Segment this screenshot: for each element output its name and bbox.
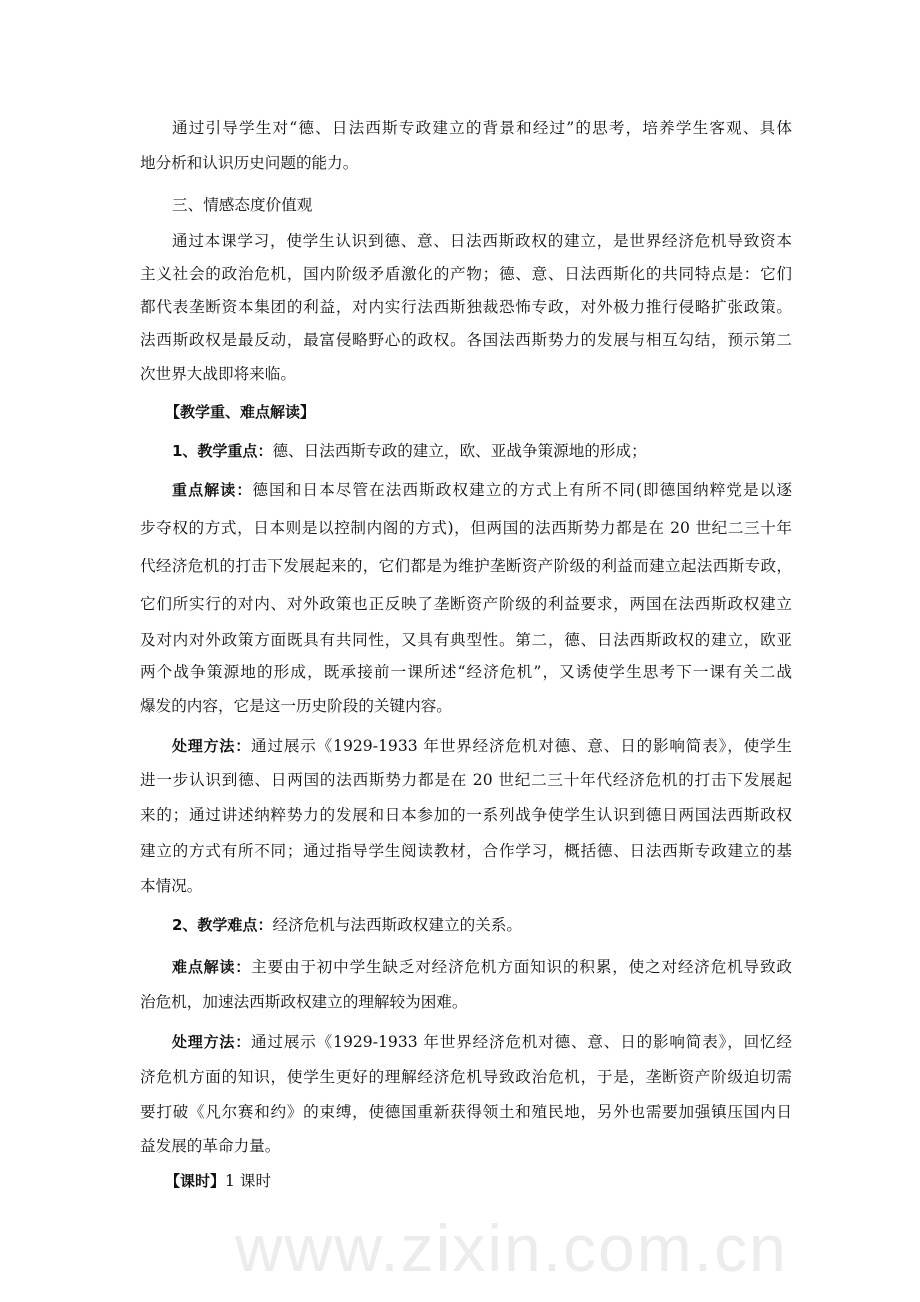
text-line [140, 805, 792, 825]
text-line [140, 556, 792, 576]
line-text: 益发展的革命力量。 [140, 1137, 281, 1155]
text-line [172, 441, 792, 461]
line-text: 通过展示《1929-1933 年世界经济危机对德、意、日的影响简表》，使学生 [251, 737, 792, 755]
line-text: 通过展示《1929-1933 年世界经济危机对德、意、日的影响简表》，回忆经 [251, 1033, 792, 1051]
line-text: 三、情感态度价值观 [172, 196, 313, 214]
text-line [172, 118, 792, 138]
text-line [140, 264, 792, 284]
text-line [140, 594, 792, 614]
line-text: 地分析和认识历史问题的能力。 [140, 154, 359, 172]
line-text: 1 课时 [225, 1172, 272, 1190]
line-text: 次世界大战即将来临。 [140, 365, 296, 383]
line-text: 法西斯政权是最反动，最富侵略野心的政权。各国法西斯势力的发展与相互勾结，预示第二 [140, 331, 792, 349]
line-text: 济危机方面的知识，使学生更好的理解经济危机导致政治危机，于是，垄断资产阶级迫切需 [140, 1068, 792, 1086]
line-text: 主要由于初中学生缺乏对经济危机方面知识的积累，使之对经济危机导致政 [251, 958, 792, 976]
bold-label: 难点解读： [172, 958, 252, 976]
text-line [140, 153, 792, 173]
line-text: 建立的方式有所不同；通过指导学生阅读教材，合作学习，概括德、日法西斯专政建立的基 [140, 842, 792, 860]
watermark: www.zixin.com.cn [235, 1211, 788, 1285]
section-heading [165, 1171, 817, 1191]
text-line [140, 518, 792, 538]
text-line [172, 231, 792, 251]
text-line [140, 992, 792, 1012]
text-line [140, 662, 792, 682]
text-line [140, 876, 792, 896]
bold-label: 处理方法： [172, 737, 252, 755]
bold-label: 【教学重、难点解读】 [165, 403, 316, 421]
line-text: 德国和日本尽管在法西斯政权建立的方式上有所不同(即德国纳粹党是以逐 [252, 481, 792, 499]
line-text: 通过本课学习，使学生认识到德、意、日法西斯政权的建立，是世界经济危机导致资本 [172, 232, 792, 250]
text-line [140, 364, 792, 384]
bold-label: 【课时】 [165, 1172, 226, 1190]
line-text: 代经济危机的打击下发展起来的，它们都是为维护垄断资产阶级的利益而建立起法西斯专政， [140, 557, 792, 575]
text-line [172, 957, 792, 977]
text-line [140, 1136, 792, 1156]
line-text: 它们所实行的对内、对外政策也正反映了垄断资产阶级的利益要求，两国在法西斯政权建立 [140, 595, 792, 613]
section-heading [165, 402, 817, 422]
line-text: 经济危机与法西斯政权建立的关系。 [272, 916, 522, 934]
line-text: 进一步认识到德、日两国的法西斯势力都是在 20 世纪二三十年代经济危机的打击下发展起 [140, 771, 792, 789]
text-line [140, 330, 792, 350]
line-text: 及对内对外政策方面既具有共同性，又具有典型性。第二，德、日法西斯政权的建立，欧亚 [140, 631, 792, 649]
line-text: 来的；通过讲述纳粹势力的发展和日本参加的一系列战争使学生认识到德日两国法西斯政权 [140, 806, 792, 824]
text-line [172, 1032, 792, 1052]
text-line [172, 480, 792, 500]
text-line [140, 696, 792, 716]
line-text: 德、日法西斯专政的建立，欧、亚战争策源地的形成； [272, 442, 647, 460]
bold-label: 处理方法： [172, 1033, 252, 1051]
text-line [172, 195, 792, 215]
bold-label: 重点解读： [172, 481, 253, 499]
line-text: 本情况。 [140, 877, 203, 895]
bold-label: 1、教学重点： [172, 442, 273, 460]
line-text: 都代表垄断资本集团的利益，对内实行法西斯独裁恐怖专政，对外极力推行侵略扩张政策。 [140, 298, 792, 316]
line-text: 要打破《凡尔赛和约》的束缚，使德国重新获得领土和殖民地，另外也需要加强镇压国内日 [140, 1103, 792, 1121]
line-text: 两个战争策源地的形成，既承接前一课所述“经济危机”，又诱使学生思考下一课有关二战 [140, 663, 792, 681]
text-line [140, 630, 792, 650]
text-line [172, 736, 792, 756]
line-text: 爆发的内容，它是这一历史阶段的关键内容。 [140, 697, 452, 715]
text-line [140, 1067, 792, 1087]
text-line [140, 297, 792, 317]
bold-label: 2、教学难点： [172, 916, 273, 934]
line-text: 通过引导学生对“德、日法西斯专政建立的背景和经过”的思考，培养学生客观、具体 [172, 119, 792, 137]
line-text: 主义社会的政治危机，国内阶级矛盾激化的产物；德、意、日法西斯化的共同特点是：它们 [140, 265, 792, 283]
text-line [140, 841, 792, 861]
text-line [140, 1102, 792, 1122]
line-text: 治危机，加速法西斯政权建立的理解较为困难。 [140, 993, 468, 1011]
line-text: 步夺权的方式，日本则是以控制内阁的方式)，但两国的法西斯势力都是在 20 世纪二三十年 [140, 519, 792, 537]
text-line [140, 770, 792, 790]
text-line [172, 915, 792, 935]
